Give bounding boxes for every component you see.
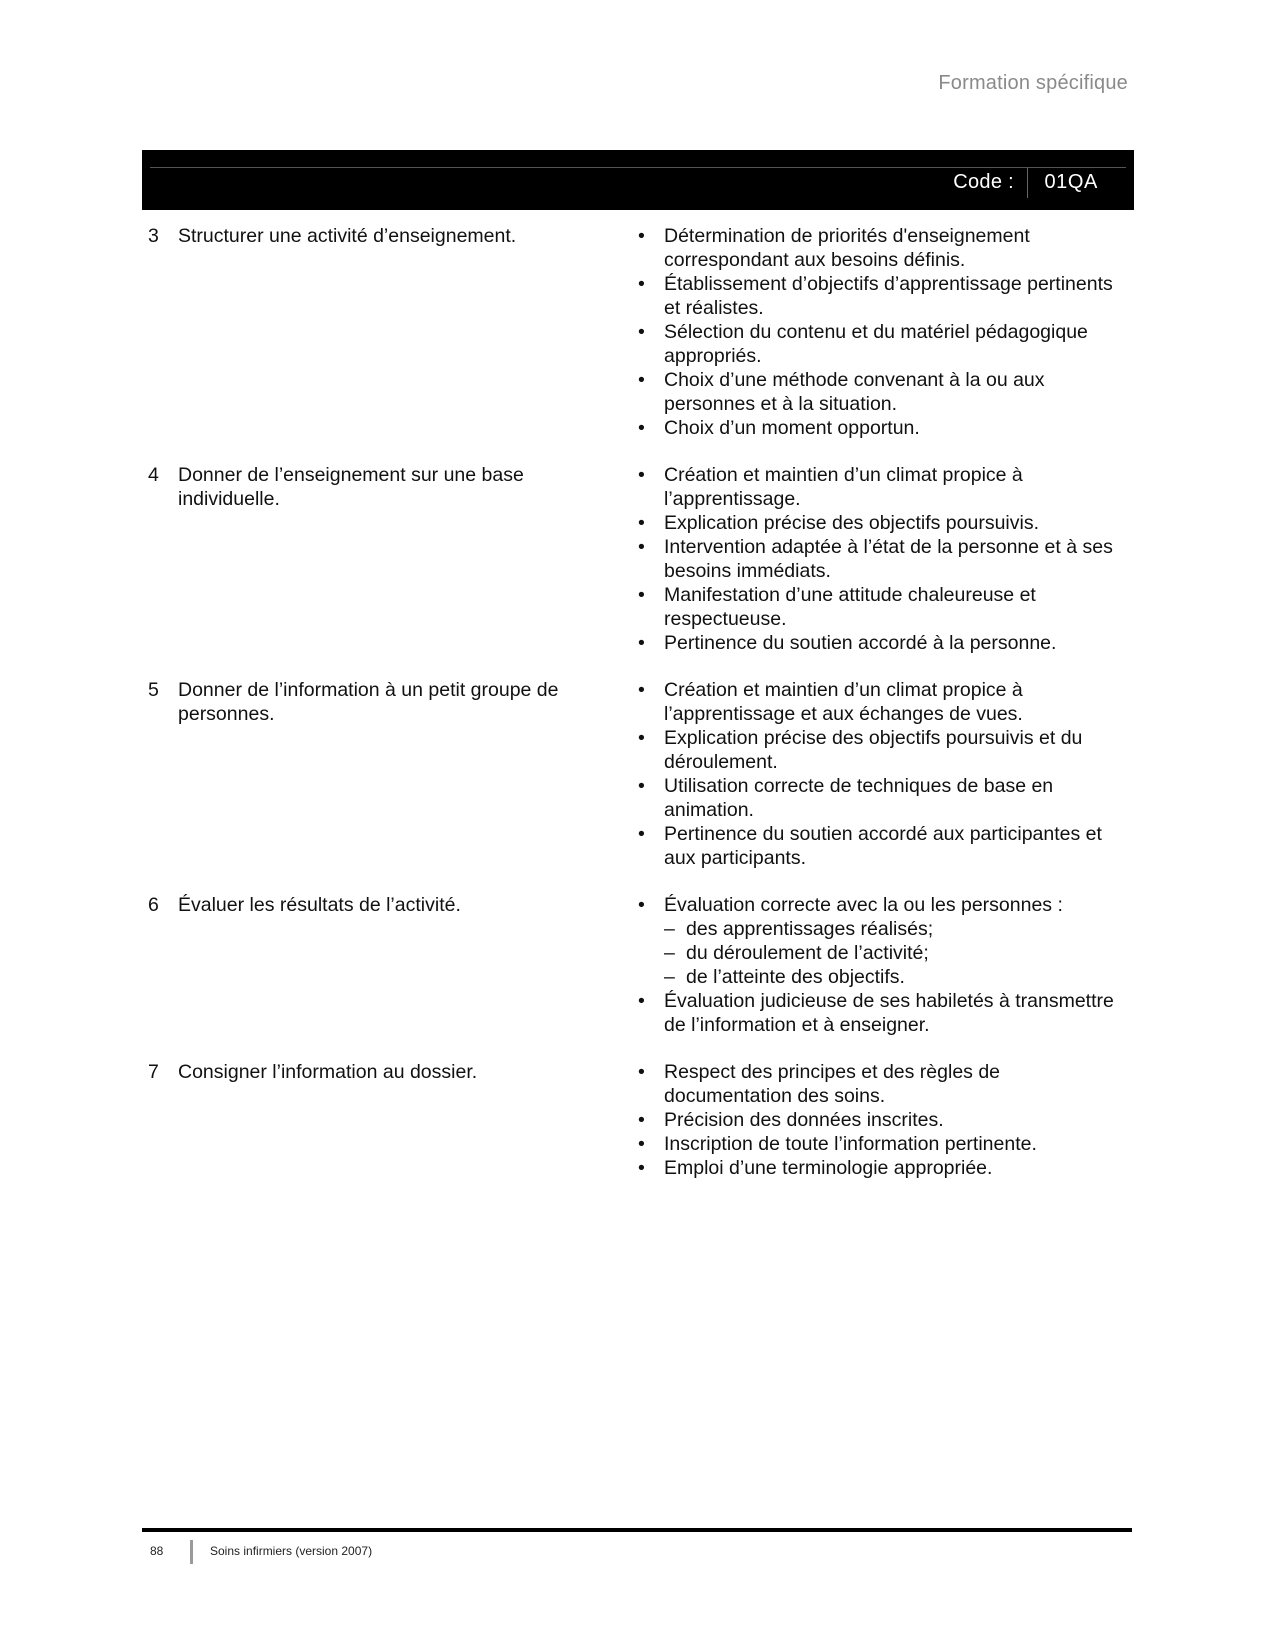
bullet-icon: •: [638, 536, 645, 558]
criteria-cell: [638, 893, 1128, 1037]
bullet-icon: •: [638, 1157, 645, 1179]
code-label: Code :: [953, 171, 1014, 193]
criterion-text: Évaluation correcte avec la ou les personnes :: [664, 894, 1063, 916]
bullet-icon: •: [638, 894, 645, 916]
dash-icon: –: [664, 966, 675, 988]
criteria-cell: [638, 463, 1128, 655]
element-number: 5: [148, 679, 159, 701]
sub-criterion-item: [664, 917, 1128, 941]
criterion-text: Pertinence du soutien accordé à la personne.: [664, 632, 1057, 654]
criterion-text: Explication précise des objectifs poursuivis et du déroulement.: [664, 727, 1083, 773]
bullet-icon: •: [638, 679, 645, 701]
element-cell: [148, 463, 638, 655]
criterion-item: [638, 1108, 1128, 1132]
bullet-icon: •: [638, 823, 645, 845]
criterion-item: [638, 822, 1128, 870]
element-cell: [148, 893, 638, 1037]
bullet-icon: •: [638, 1133, 645, 1155]
criteria-cell: [638, 224, 1128, 440]
criterion-text: Emploi d’une terminologie appropriée.: [664, 1157, 993, 1179]
criterion-text: Pertinence du soutien accordé aux participantes et aux participants.: [664, 823, 1102, 869]
bullet-icon: •: [638, 727, 645, 749]
element-text: Donner de l’enseignement sur une base individuelle.: [178, 464, 524, 510]
bullet-icon: •: [638, 632, 645, 654]
code-divider: [1027, 168, 1028, 198]
bullet-icon: •: [638, 464, 645, 486]
criterion-text: Intervention adaptée à l’état de la personne et à ses besoins immédiats.: [664, 536, 1113, 582]
criterion-text: Évaluation judicieuse de ses habiletés à transmettre de l’information et à enseigner.: [664, 990, 1114, 1036]
element-cell: [148, 1060, 638, 1180]
element-cell: [148, 678, 638, 870]
code-bar: [142, 150, 1134, 210]
sub-criteria-list: [638, 917, 1128, 989]
criterion-text: Utilisation correcte de techniques de base en animation.: [664, 775, 1054, 821]
table-row: [148, 893, 1128, 1037]
bullet-icon: •: [638, 273, 645, 295]
criterion-item: [638, 368, 1128, 416]
criterion-item: [638, 1060, 1128, 1108]
page-header-title: Formation spécifique: [938, 72, 1128, 94]
element-number: 7: [148, 1061, 159, 1083]
criterion-item: [638, 631, 1128, 655]
bullet-icon: •: [638, 225, 645, 247]
sub-criterion-text: du déroulement de l’activité;: [686, 942, 929, 964]
criterion-item: [638, 893, 1128, 917]
criteria-list: [638, 463, 1128, 655]
bullet-icon: •: [638, 369, 645, 391]
code-value: 01QA: [1044, 171, 1098, 193]
footer-rule: [142, 1528, 1132, 1532]
bullet-icon: •: [638, 775, 645, 797]
footer-separator: [190, 1540, 193, 1564]
table-row: [148, 678, 1128, 870]
criterion-item: [638, 726, 1128, 774]
bullet-icon: •: [638, 990, 645, 1012]
table-row: [148, 1060, 1128, 1180]
element-text: Évaluer les résultats de l’activité.: [178, 894, 461, 916]
criterion-item: [638, 272, 1128, 320]
criterion-item: [638, 320, 1128, 368]
code-bar-rule: [150, 167, 1126, 168]
criterion-text: Création et maintien d’un climat propice à l’apprentissage.: [664, 464, 1023, 510]
sub-criterion-text: de l’atteinte des objectifs.: [686, 966, 905, 988]
footer-title: Soins infirmiers (version 2007): [210, 1544, 373, 1558]
element-text: Consigner l’information au dossier.: [178, 1061, 478, 1083]
criterion-text: Inscription de toute l’information pertinente.: [664, 1133, 1037, 1155]
criteria-cell: [638, 678, 1128, 870]
element-cell: [148, 224, 638, 440]
bullet-icon: •: [638, 512, 645, 534]
page-number: 88: [150, 1544, 164, 1558]
dash-icon: –: [664, 918, 675, 940]
criterion-item: [638, 535, 1128, 583]
criteria-cell: [638, 1060, 1128, 1180]
criterion-item: [638, 583, 1128, 631]
criterion-item: [638, 224, 1128, 272]
element-number: 4: [148, 464, 159, 486]
bullet-icon: •: [638, 584, 645, 606]
element-text: Structurer une activité d’enseignement.: [178, 225, 517, 247]
criteria-list: [638, 678, 1128, 870]
element-number: 3: [148, 225, 159, 247]
criterion-text: Choix d’un moment opportun.: [664, 417, 920, 439]
criterion-text: Manifestation d’une attitude chaleureuse et respectueuse.: [664, 584, 1036, 630]
criterion-text: Respect des principes et des règles de documentation des soins.: [664, 1061, 1001, 1107]
criterion-text: Détermination de priorités d'enseignement correspondant aux besoins définis.: [664, 225, 1030, 271]
criteria-list: [638, 224, 1128, 440]
bullet-icon: •: [638, 321, 645, 343]
criterion-text: Établissement d’objectifs d’apprentissage pertinents et réalistes.: [664, 273, 1113, 319]
element-text: Donner de l’information à un petit groupe de personnes.: [178, 679, 559, 725]
criterion-text: Explication précise des objectifs poursuivis.: [664, 512, 1040, 534]
bullet-icon: •: [638, 417, 645, 439]
sub-criterion-text: des apprentissages réalisés;: [686, 918, 934, 940]
performance-table: [148, 224, 1128, 1203]
criterion-item: [638, 416, 1128, 440]
criteria-list: [638, 893, 1128, 917]
criterion-text: Sélection du contenu et du matériel pédagogique appropriés.: [664, 321, 1088, 367]
bullet-icon: •: [638, 1061, 645, 1083]
criterion-item: [638, 678, 1128, 726]
criterion-item: [638, 511, 1128, 535]
criterion-text: Précision des données inscrites.: [664, 1109, 944, 1131]
criterion-text: Création et maintien d’un climat propice à l’apprentissage et aux échanges de vues.: [664, 679, 1023, 725]
sub-criterion-item: [664, 965, 1128, 989]
bullet-icon: •: [638, 1109, 645, 1131]
criterion-text: Choix d’une méthode convenant à la ou aux personnes et à la situation.: [664, 369, 1045, 415]
table-row: [148, 463, 1128, 655]
criterion-item: [638, 463, 1128, 511]
table-row: [148, 224, 1128, 440]
element-number: 6: [148, 894, 159, 916]
sub-criterion-item: [664, 941, 1128, 965]
criteria-list: [638, 1060, 1128, 1180]
criteria-list: [638, 989, 1128, 1037]
criterion-item: [638, 774, 1128, 822]
dash-icon: –: [664, 942, 675, 964]
criterion-item: [638, 1156, 1128, 1180]
criterion-item: [638, 989, 1128, 1037]
criterion-item: [638, 1132, 1128, 1156]
